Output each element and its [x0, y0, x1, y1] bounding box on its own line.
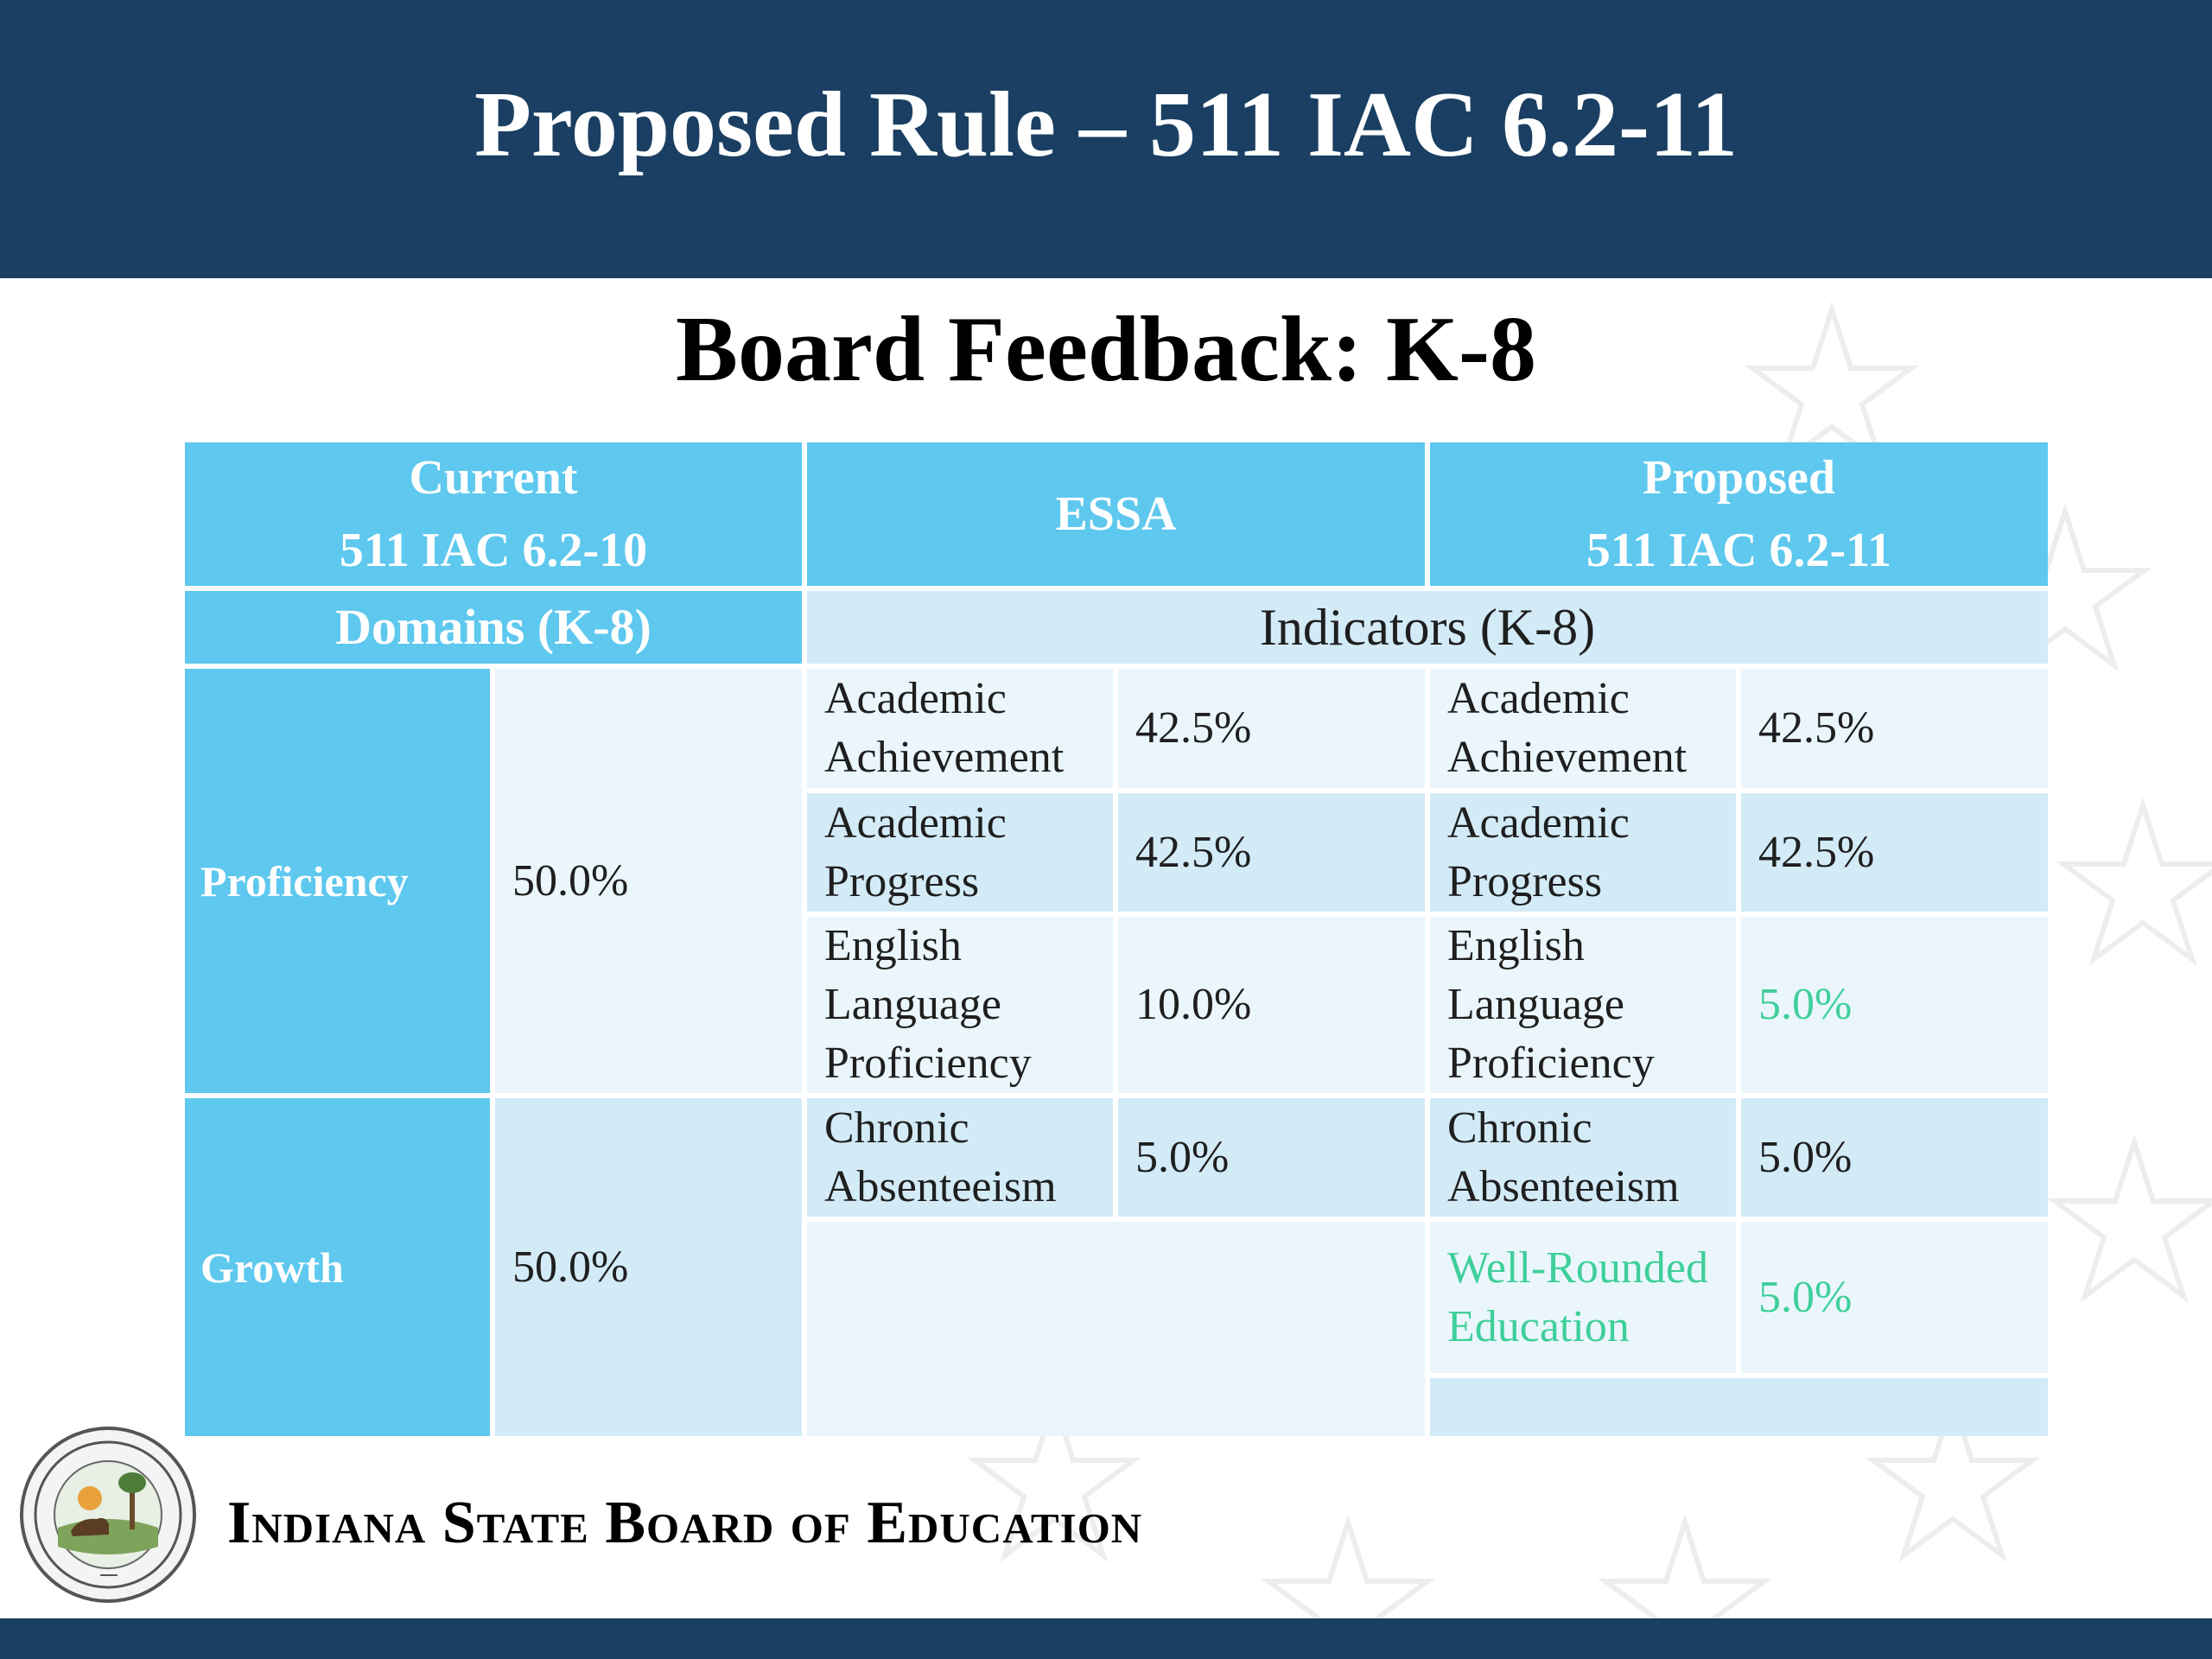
domain-proficiency: Proficiency: [185, 669, 490, 1093]
proposed-indicator-value: 42.5%: [1741, 793, 2048, 912]
proposed-indicator-label: Academic Progress: [1430, 793, 1736, 912]
proposed-indicator-label: English Language Proficiency: [1430, 917, 1736, 1093]
essa-indicator-value: 10.0%: [1118, 917, 1425, 1093]
proposed-indicator-value: 42.5%: [1741, 669, 2048, 788]
state-seal-icon: [19, 1426, 197, 1604]
slide-subtitle: Board Feedback: K-8: [676, 298, 1536, 401]
essa-indicator-label: Academic Achievement: [807, 669, 1113, 788]
domain-growth-weight: 50.0%: [495, 1098, 802, 1436]
weights-table: [185, 442, 2027, 1403]
essa-indicator-label: English Language Proficiency: [807, 917, 1113, 1093]
essa-indicator-label: Academic Progress: [807, 793, 1113, 912]
essa-empty-cell: [807, 1222, 1425, 1436]
proposed-indicator-value-new: 5.0%: [1741, 1222, 2048, 1373]
slide-title: Proposed Rule – 511 IAC 6.2-11: [474, 73, 1738, 176]
essa-indicator-value: 42.5%: [1118, 793, 1425, 912]
essa-header: ESSA: [807, 442, 1425, 586]
essa-indicator-label: Chronic Absenteeism: [807, 1098, 1113, 1217]
footer-band: [0, 1618, 2212, 1659]
domain-growth: Growth: [185, 1098, 490, 1436]
proposed-indicator-label-new: Well-Rounded Education: [1430, 1222, 1736, 1373]
domains-header: Domains (K-8): [185, 591, 802, 664]
organization-name: Indiana State Board of Education: [227, 1490, 1143, 1556]
proposed-empty-cell: [1430, 1378, 2048, 1436]
proposed-indicator-label: Academic Achievement: [1430, 669, 1736, 788]
proposed-indicator-label: Chronic Absenteeism: [1430, 1098, 1736, 1217]
proposed-indicator-value-changed: 5.0%: [1741, 917, 2048, 1093]
proposed-indicator-value: 5.0%: [1741, 1098, 2048, 1217]
domain-proficiency-weight: 50.0%: [495, 669, 802, 1093]
indicators-header: Indicators (K-8): [807, 591, 2048, 664]
essa-indicator-value: 42.5%: [1118, 669, 1425, 788]
essa-indicator-value: 5.0%: [1118, 1098, 1425, 1217]
current-rule-header: Current 511 IAC 6.2-10: [185, 442, 802, 586]
proposed-rule-header: Proposed 511 IAC 6.2-11: [1430, 442, 2048, 586]
